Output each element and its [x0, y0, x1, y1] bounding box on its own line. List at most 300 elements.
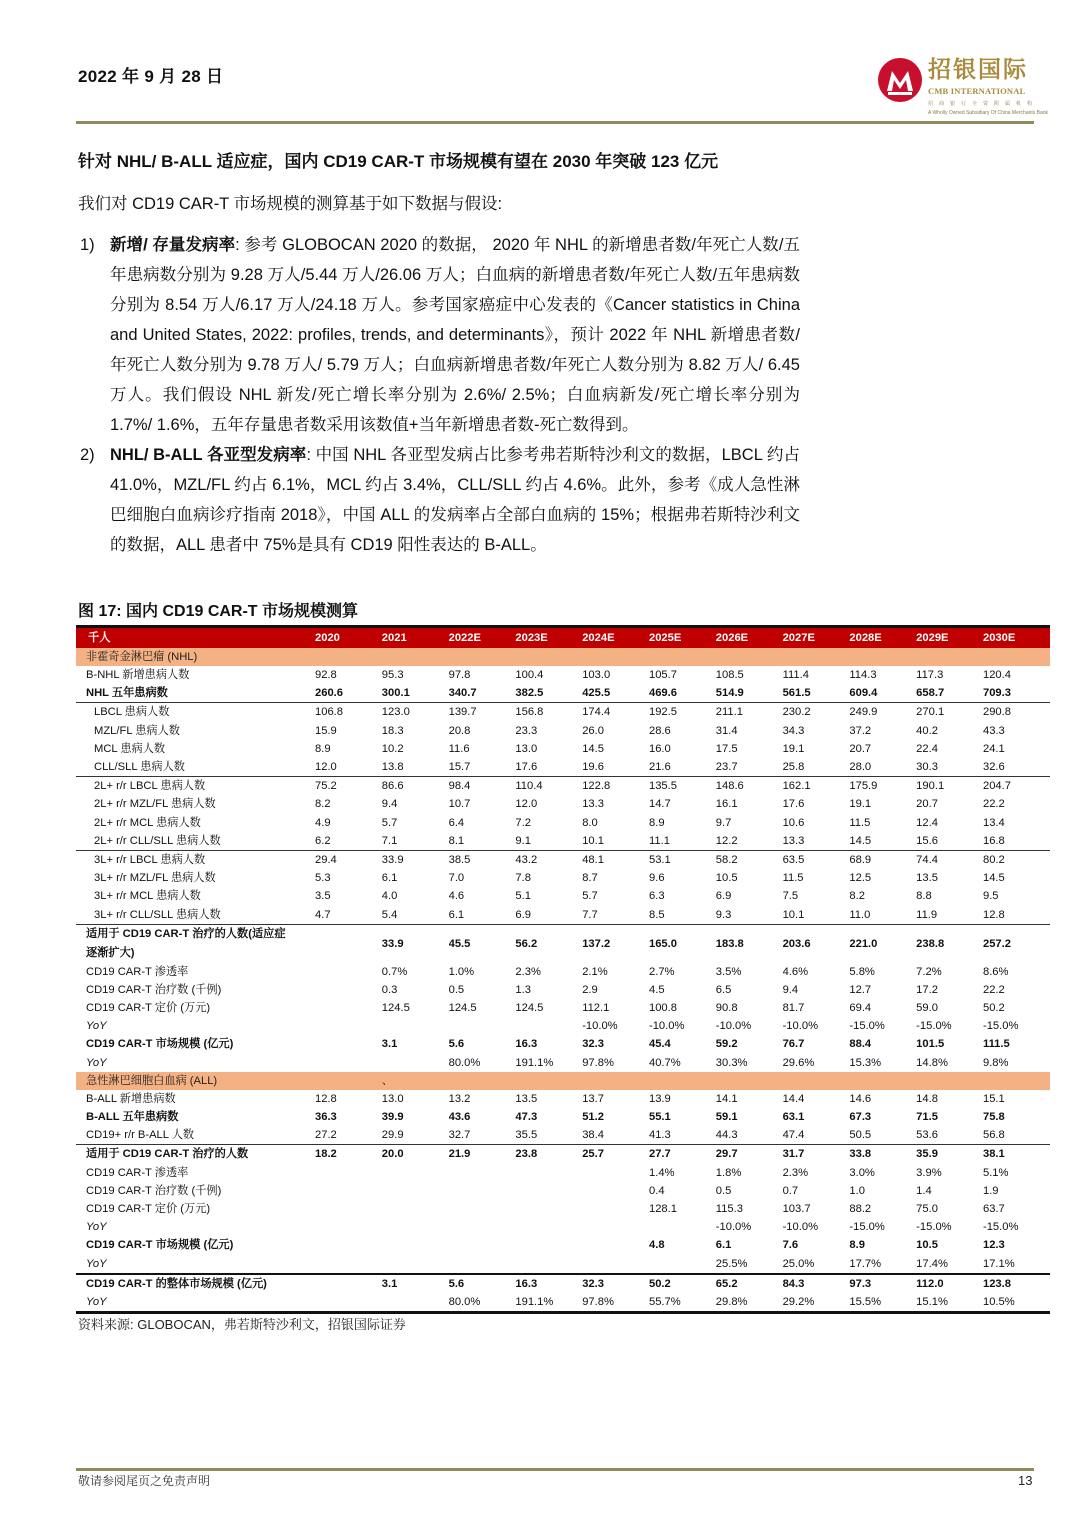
table-cell: 19.1 — [782, 742, 805, 755]
row-label: CD19 CAR-T 渗透率 — [86, 1166, 189, 1179]
table-row — [76, 777, 1050, 796]
table-cell: 4.0 — [381, 890, 398, 903]
table-cell: 6.1 — [381, 872, 398, 885]
assumption-item — [78, 440, 800, 560]
table-cell: -15.0% — [849, 1020, 885, 1033]
table-cell: 10.5 — [916, 1239, 938, 1252]
table-cell: 29.9 — [382, 1126, 449, 1145]
table-cell: 30.3% — [715, 1056, 748, 1069]
table-cell: 30.3 — [916, 758, 983, 777]
section-title: 针对 NHL/ B-ALL 适应症，国内 CD19 CAR-T 市场规模有望在 2030 年突破 123 亿元 — [78, 152, 719, 171]
table-cell: 2.1% — [582, 965, 608, 978]
table-cell: 43.6 — [448, 1111, 471, 1124]
table-cell: 2.3% — [515, 965, 541, 978]
table-cell: 5.1% — [982, 1166, 1009, 1179]
column-header: 2026E — [716, 627, 783, 649]
row-label: B-ALL 五年患病数 — [86, 1111, 179, 1124]
table-cell: 23.7 — [716, 758, 783, 777]
table-cell — [449, 1200, 516, 1218]
table-row — [76, 1236, 1050, 1254]
table-cell: 11.5 — [782, 872, 804, 885]
table-cell: 11.0 — [849, 905, 916, 924]
table-cell: 12.0 — [315, 758, 382, 777]
table-cell: 18.2 — [315, 1148, 337, 1161]
table-row — [76, 1254, 1050, 1273]
table-cell: 65.2 — [716, 1274, 783, 1293]
table-cell: 11.9 — [916, 905, 983, 924]
table-cell: 50.2 — [649, 1274, 716, 1293]
table-cell: 139.7 — [448, 706, 477, 719]
table-cell — [315, 1164, 382, 1182]
table-cell: 15.9 — [315, 724, 337, 737]
table-cell — [582, 1236, 649, 1254]
table-cell: 34.3 — [782, 724, 805, 737]
table-cell: -15.0% — [916, 1020, 952, 1033]
table-cell: 425.5 — [582, 684, 649, 703]
row-label: CD19 CAR-T 的整体市场规模 (亿元) — [76, 1274, 315, 1293]
table-cell: 38.4 — [582, 1126, 649, 1145]
table-cell — [582, 1218, 649, 1236]
table-cell: 18.3 — [381, 724, 404, 737]
table-cell: -15.0% — [849, 1221, 885, 1234]
table-cell: 124.5 — [515, 1002, 544, 1015]
table-cell — [382, 1218, 449, 1236]
assumption-item — [78, 230, 800, 440]
table-cell: 25.8 — [783, 758, 850, 777]
table-cell: 4.5 — [648, 983, 665, 996]
table-cell: 27.2 — [315, 1126, 382, 1145]
table-cell: 5.4 — [382, 905, 449, 924]
table-cell: 25.0% — [782, 1257, 815, 1270]
table-cell: 38.5 — [448, 853, 471, 866]
table-cell — [315, 924, 382, 963]
table-cell: 58.2 — [715, 853, 738, 866]
table-cell: 8.6% — [982, 965, 1009, 978]
source-note: 资料来源: GLOBOCAN，弗若斯特沙利文，招银国际证券 — [78, 1317, 406, 1332]
table-cell: 3.9% — [916, 1166, 942, 1179]
table-cell — [582, 1254, 649, 1273]
table-cell: 106.8 — [315, 706, 343, 719]
table-cell: 23.8 — [515, 1148, 538, 1161]
table-cell: 12.5 — [849, 872, 872, 885]
row-label: CD19 CAR-T 渗透率 — [86, 965, 189, 978]
table-cell: 10.1 — [783, 905, 850, 924]
table-cell: 7.2 — [515, 816, 531, 829]
table-cell: 6.3 — [648, 890, 665, 903]
table-cell: 5.6 — [449, 1274, 516, 1293]
table-cell: 7.7 — [582, 905, 649, 924]
table-cell: 11.6 — [448, 742, 470, 755]
table-cell: 101.5 — [916, 1038, 945, 1051]
table-cell: 14.1 — [715, 1092, 738, 1105]
table-cell — [515, 1218, 582, 1236]
table-cell: 48.1 — [582, 853, 604, 866]
table-cell — [315, 1218, 382, 1236]
table-cell: 204.7 — [982, 780, 1011, 793]
table-cell: 15.7 — [449, 758, 516, 777]
table-cell: 6.1 — [715, 1239, 732, 1252]
table-cell: 112.0 — [916, 1274, 983, 1293]
table-cell: 7.2% — [916, 965, 942, 978]
table-cell — [315, 1274, 382, 1293]
table-cell — [849, 648, 916, 666]
table-cell: 15.1% — [916, 1293, 983, 1313]
column-header: 2025E — [649, 627, 716, 649]
table-cell: 8.7 — [582, 872, 598, 885]
row-label: CD19 CAR-T 市场规模 (亿元) — [86, 1038, 234, 1051]
table-cell: 45.5 — [448, 937, 471, 950]
table-cell: 128.1 — [648, 1202, 677, 1215]
table-cell — [649, 648, 716, 666]
table-cell: 9.4 — [381, 798, 398, 811]
table-cell: 17.6 — [782, 798, 805, 811]
table-cell: 14.5 — [982, 872, 1005, 885]
table-cell: 21.9 — [448, 1148, 471, 1161]
table-cell: 340.7 — [449, 684, 516, 703]
table-cell: 29.4 — [315, 853, 337, 866]
table-cell: -10.0% — [648, 1020, 685, 1033]
table-cell: 80.0% — [448, 1056, 481, 1069]
table-row — [76, 1054, 1050, 1072]
table-cell: 221.0 — [849, 937, 878, 950]
row-label: MZL/FL 患病人数 — [94, 724, 180, 737]
table-row — [76, 1145, 1050, 1164]
header-rule — [76, 121, 1034, 124]
table-cell: 71.5 — [916, 1111, 938, 1124]
table-cell: 53.6 — [916, 1126, 983, 1145]
row-label: 2L+ r/r LBCL 患病人数 — [94, 780, 206, 793]
table-cell: 16.1 — [715, 798, 738, 811]
table-cell: 32.3 — [582, 1038, 604, 1051]
table-row — [76, 981, 1050, 999]
table-cell: -10.0% — [582, 1020, 618, 1033]
table-cell — [582, 648, 649, 666]
table-row — [76, 795, 1050, 813]
table-cell — [983, 648, 1050, 666]
table-cell: 56.8 — [983, 1126, 1050, 1145]
table-row — [76, 869, 1050, 887]
item-heading: 新增/ 存量发病率 — [110, 236, 236, 254]
table-cell: 75.8 — [982, 1111, 1005, 1124]
table-cell: 76.7 — [782, 1038, 805, 1051]
table-cell: 32.7 — [449, 1126, 516, 1145]
intro-text: 我们对 CD19 CAR-T 市场规模的测算基于如下数据与假设: — [78, 195, 503, 213]
table-cell: 17.2 — [916, 983, 938, 996]
table-cell: 63.5 — [782, 853, 805, 866]
page-number: 13 — [1018, 1473, 1033, 1488]
table-cell — [382, 1164, 449, 1182]
row-label: 3L+ r/r MZL/FL 患病人数 — [94, 872, 216, 885]
table-cell: 10.1 — [582, 832, 649, 851]
unit-label: 千人 — [76, 627, 315, 649]
table-cell — [315, 1293, 382, 1313]
table-cell — [449, 1072, 516, 1090]
table-cell: 1.4% — [648, 1166, 675, 1179]
row-label: 3L+ r/r CLL/SLL 患病人数 — [76, 905, 315, 924]
row-label: CD19 CAR-T 定价 (万元) — [86, 1002, 211, 1015]
table-cell: 165.0 — [648, 937, 677, 950]
table-cell — [315, 1182, 382, 1200]
table-cell: 40.7% — [648, 1056, 681, 1069]
table-cell: 5.7 — [381, 816, 398, 829]
table-cell: 56.2 — [515, 937, 538, 950]
table-cell: 4.8 — [648, 1239, 665, 1252]
table-cell: 514.9 — [716, 684, 783, 703]
table-row — [76, 666, 1050, 684]
report-date: 2022 年 9 月 28 日 — [78, 67, 224, 86]
table-cell: 47.3 — [515, 1111, 538, 1124]
logo-name-cn: 招银国际 — [928, 56, 1028, 83]
column-header: 2024E — [582, 627, 649, 649]
footer-rule — [76, 1468, 1034, 1471]
table-cell — [382, 1017, 449, 1035]
table-cell — [515, 1072, 582, 1090]
table-row — [76, 999, 1050, 1017]
table-cell: 382.5 — [515, 684, 582, 703]
table-cell: 14.5 — [849, 832, 916, 851]
table-row — [76, 1200, 1050, 1218]
table-cell — [315, 648, 382, 666]
row-label: CD19 CAR-T 治疗数 (千例) — [86, 1184, 222, 1197]
table-cell — [582, 1164, 649, 1182]
item-number: 2) — [80, 446, 95, 464]
table-cell: 123.8 — [983, 1274, 1050, 1293]
table-cell: 103.0 — [582, 669, 611, 682]
table-cell: 25.5% — [715, 1257, 748, 1270]
row-label: MCL 患病人数 — [94, 742, 166, 755]
table-cell: 97.3 — [849, 1274, 916, 1293]
table-cell — [916, 1072, 983, 1090]
table-cell: 23.3 — [515, 724, 538, 737]
table-cell — [315, 999, 382, 1017]
table-cell — [382, 648, 449, 666]
table-cell: 38.1 — [982, 1148, 1005, 1161]
table-row — [76, 1035, 1050, 1053]
table-cell: 114.3 — [849, 669, 877, 682]
table-cell — [449, 1182, 516, 1200]
table-cell: 249.9 — [849, 706, 878, 719]
table-cell: 74.4 — [916, 853, 938, 866]
table-cell — [515, 648, 582, 666]
table-cell: 14.7 — [648, 798, 671, 811]
table-cell — [515, 1017, 582, 1035]
table-cell: 32.3 — [582, 1274, 649, 1293]
table-cell: 13.2 — [448, 1092, 471, 1105]
table-row — [76, 905, 1050, 924]
column-header: 2027E — [783, 627, 850, 649]
table-cell — [315, 963, 382, 981]
table-cell: 6.5 — [715, 983, 732, 996]
table-cell: 1.0 — [849, 1184, 865, 1197]
table-cell — [983, 1072, 1050, 1090]
table-cell: 21.6 — [649, 758, 716, 777]
table-row — [76, 1017, 1050, 1035]
table-cell: 17.6 — [515, 758, 582, 777]
table-cell: 4.7 — [315, 905, 382, 924]
table-cell: 33.8 — [849, 1148, 872, 1161]
table-cell: 22.2 — [982, 983, 1005, 996]
table-cell: 124.5 — [381, 1002, 410, 1015]
table-cell: 92.8 — [315, 669, 337, 682]
table-cell: 7.6 — [782, 1239, 799, 1252]
table-cell: 5.1 — [515, 890, 531, 903]
market-size-table — [76, 625, 1050, 1314]
table-cell — [716, 1072, 783, 1090]
table-cell: 260.6 — [315, 684, 382, 703]
table-cell: 7.1 — [382, 832, 449, 851]
table-cell — [382, 1254, 449, 1273]
table-cell: 14.6 — [849, 1092, 872, 1105]
table-cell: 97.8 — [448, 669, 471, 682]
table-cell — [449, 1236, 516, 1254]
table-row — [76, 1218, 1050, 1236]
table-cell: 5.8% — [849, 965, 875, 978]
table-cell — [315, 981, 382, 999]
row-label: 适用于 CD19 CAR-T 治疗的人数(适应症逐渐扩大) — [86, 927, 286, 959]
cmb-international-logo — [876, 56, 1049, 120]
table-cell: 29.2% — [783, 1293, 850, 1313]
table-cell: 33.9 — [381, 853, 404, 866]
table-cell: 12.3 — [982, 1239, 1005, 1252]
table-cell: 69.4 — [849, 1002, 872, 1015]
table-cell: 100.4 — [515, 669, 544, 682]
table-cell: 25.7 — [582, 1148, 604, 1161]
column-header: 2022E — [449, 627, 516, 649]
table-cell: 211.1 — [715, 706, 743, 719]
item-heading: NHL/ B-ALL 各亚型发病率 — [110, 446, 307, 464]
table-cell: 270.1 — [916, 706, 945, 719]
table-cell: 90.8 — [715, 1002, 738, 1015]
table-row — [76, 1293, 1050, 1313]
table-cell: 10.5 — [715, 872, 738, 885]
table-cell: 13.8 — [382, 758, 449, 777]
table-cell: 1.4 — [916, 1184, 932, 1197]
table-row — [76, 850, 1050, 869]
column-header: 2030E — [983, 627, 1050, 649]
table-cell: 16.3 — [515, 1274, 582, 1293]
table-cell: 174.4 — [582, 706, 611, 719]
table-cell — [515, 1236, 582, 1254]
table-cell: 1.3 — [515, 983, 531, 996]
row-label: CD19+ r/r B-ALL 人数 — [76, 1126, 315, 1145]
item-number: 1) — [80, 236, 95, 254]
table-cell: 709.3 — [983, 684, 1050, 703]
table-cell: 0.5 — [448, 983, 465, 996]
table-cell: 10.6 — [782, 816, 805, 829]
row-label: CD19 CAR-T 市场规模 (亿元) — [86, 1239, 234, 1252]
table-cell: 8.9 — [315, 742, 331, 755]
table-cell: 105.7 — [648, 669, 677, 682]
table-cell — [382, 1182, 449, 1200]
table-cell: 290.8 — [982, 706, 1011, 719]
table-cell: 15.1 — [982, 1092, 1005, 1105]
table-row — [76, 722, 1050, 740]
table-cell: -15.0% — [982, 1020, 1019, 1033]
table-cell — [582, 1182, 649, 1200]
table-cell: 2.9 — [582, 983, 598, 996]
column-header: 2020 — [315, 627, 382, 649]
table-cell: 9.6 — [648, 872, 665, 885]
table-cell: -10.0% — [715, 1221, 752, 1234]
table-row — [76, 924, 1050, 963]
table-cell: 10.2 — [381, 742, 404, 755]
table-cell: 59.0 — [916, 1002, 938, 1015]
table-cell: 16.8 — [983, 832, 1050, 851]
table-cell — [849, 1072, 916, 1090]
table-cell: 88.4 — [849, 1038, 872, 1051]
table-row — [76, 703, 1050, 722]
table-cell: 3.5% — [715, 965, 742, 978]
table-cell: 7.5 — [782, 890, 799, 903]
table-cell: 192.5 — [648, 706, 677, 719]
table-cell: 44.3 — [716, 1126, 783, 1145]
table-cell: 43.2 — [515, 853, 538, 866]
row-label: YoY — [86, 1221, 107, 1234]
table-cell: 100.8 — [648, 1002, 677, 1015]
table-cell: 26.0 — [582, 724, 604, 737]
table-cell: 16.3 — [515, 1038, 538, 1051]
table-cell: 12.4 — [916, 816, 938, 829]
table-cell: 51.2 — [582, 1111, 604, 1124]
table-cell: 13.0 — [515, 742, 538, 755]
table-cell: -10.0% — [715, 1020, 752, 1033]
table-cell: 135.5 — [648, 780, 677, 793]
table-cell — [315, 1254, 382, 1273]
table-cell: 8.9 — [648, 816, 665, 829]
table-cell — [382, 1293, 449, 1313]
table-cell — [449, 1218, 516, 1236]
table-cell: 80.2 — [982, 853, 1005, 866]
table-cell — [515, 1164, 582, 1182]
table-cell: 12.8 — [983, 905, 1050, 924]
table-cell — [315, 1035, 382, 1053]
table-cell: 162.1 — [782, 780, 811, 793]
table-cell — [315, 1072, 382, 1090]
column-header: 2021 — [382, 627, 449, 649]
table-cell: 203.6 — [782, 937, 811, 950]
table-cell: 183.8 — [715, 937, 744, 950]
row-label: CD19 CAR-T 治疗数 (千例) — [86, 983, 222, 996]
table-cell — [582, 1200, 649, 1218]
logo-tagline-en: A Wholly Owned Subsidiary Of China Merchants Bank — [928, 110, 1049, 116]
table-cell: 156.8 — [515, 706, 544, 719]
table-cell: 32.6 — [983, 758, 1050, 777]
table-cell: 8.2 — [849, 890, 865, 903]
table-cell: 190.1 — [916, 780, 945, 793]
table-cell: 14.5 — [582, 742, 604, 755]
table-cell: 117.3 — [916, 669, 944, 682]
row-label: 2L+ r/r CLL/SLL 患病人数 — [76, 832, 315, 851]
table-section-row — [76, 648, 1050, 666]
table-cell: 31.4 — [715, 724, 738, 737]
table-cell: 15.3% — [849, 1056, 882, 1069]
table-cell — [783, 1072, 850, 1090]
table-cell: 55.7% — [649, 1293, 716, 1313]
table-cell: 17.4% — [916, 1257, 948, 1270]
table-cell — [449, 1254, 516, 1273]
row-label: 急性淋巴细胞白血病 (ALL) — [76, 1072, 315, 1090]
table-cell: 6.9 — [715, 890, 732, 903]
assumption-list — [78, 230, 800, 560]
table-cell — [382, 1200, 449, 1218]
table-cell: 68.9 — [849, 853, 872, 866]
table-cell: 17.5 — [715, 742, 738, 755]
table-cell: 0.7% — [381, 965, 408, 978]
table-cell: 3.0% — [849, 1166, 875, 1179]
table-cell: 98.4 — [448, 780, 471, 793]
table-cell: 1.9 — [982, 1184, 999, 1197]
table-cell: 29.6% — [782, 1056, 815, 1069]
